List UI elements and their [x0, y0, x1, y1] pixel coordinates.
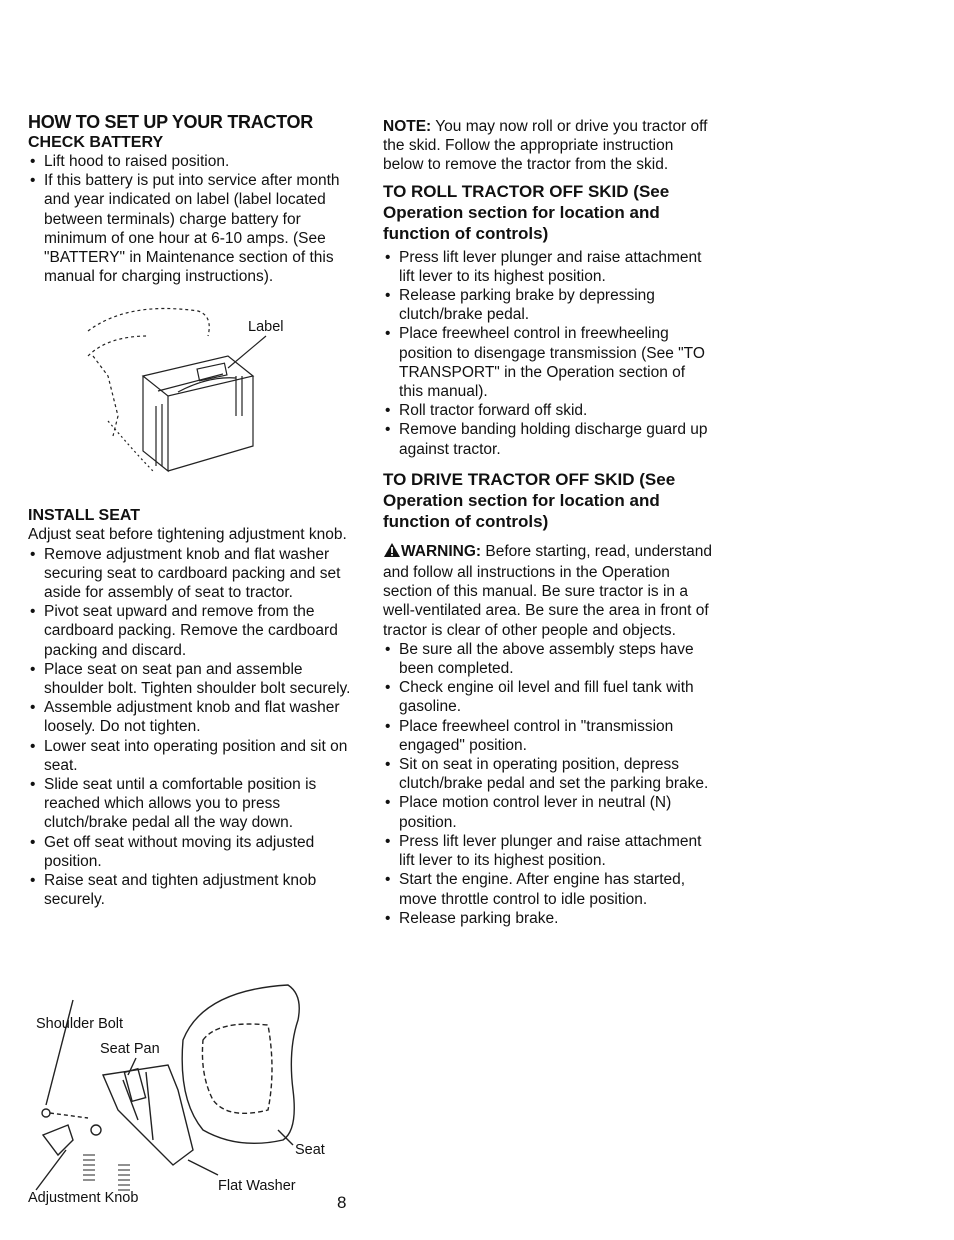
note-paragraph [383, 117, 713, 175]
install-seat-intro: Adjust seat before tightening adjustment knob. [28, 526, 347, 544]
seat-pan-label: Seat Pan [100, 1041, 160, 1057]
note-label: NOTE: [383, 118, 432, 135]
list-item: • Remove banding holding discharge guard up against tractor. [383, 420, 713, 458]
list-item: • Check engine oil level and fill fuel tank with gasoline. [383, 678, 713, 716]
list-item: • Place freewheel control in freewheeling position to disengage transmission (See "TO TRANSPORT" in the Operation section of this manual). [383, 324, 713, 401]
list-item: • Release parking brake. [383, 909, 713, 928]
list-item: • Get off seat without moving its adjusted position. [28, 833, 358, 871]
drive-off-skid-list [383, 640, 713, 928]
left-column [28, 112, 358, 909]
check-battery-list [28, 152, 358, 286]
battery-illustration [28, 296, 358, 496]
list-item: • Release parking brake by depressing clutch/brake pedal. [383, 286, 713, 324]
battery-figure [28, 296, 358, 496]
seat-illustration [28, 980, 338, 1210]
shoulder-bolt-label: Shoulder Bolt [36, 1016, 124, 1032]
roll-off-skid-list [383, 248, 713, 459]
list-item: • Sit on seat in operating position, depress clutch/brake pedal and set the parking brake. [383, 755, 713, 793]
list-item: • Lower seat into operating position and sit on seat. [28, 737, 358, 775]
list-item: • Place motion control lever in neutral (N) position. [383, 793, 713, 831]
list-item: • Raise seat and tighten adjustment knob securely. [28, 871, 358, 909]
list-item: • Pivot seat upward and remove from the cardboard packing. Remove the cardboard packing and discard. [28, 602, 358, 660]
list-item: • Lift hood to raised position. [28, 152, 358, 171]
battery-label-callout: Label [248, 319, 284, 336]
list-item: • Slide seat until a comfortable position is reached which allows you to press clutch/brake pedal all the way down. [28, 775, 358, 833]
list-item: • If this battery is put into service after month and year indicated on label (label located between terminals) charge battery for minimum of one hour at 6-10 amps. (See "BATTERY" in Maintenance section of this manual for charging instructions). [28, 171, 358, 286]
seat-figure [28, 980, 338, 1210]
install-seat-heading: INSTALL SEAT [28, 507, 140, 525]
flat-washer-label: Flat Washer [218, 1178, 296, 1194]
page-title: HOW TO SET UP YOUR TRACTOR [28, 112, 313, 132]
warning-label: WARNING: [401, 542, 482, 560]
right-column [383, 117, 713, 928]
install-seat-list [28, 545, 358, 910]
list-item: • Be sure all the above assembly steps have been completed. [383, 640, 713, 678]
roll-off-skid-heading: TO ROLL TRACTOR OFF SKID (See Operation section for location and function of controls) [383, 181, 670, 243]
check-battery-heading: CHECK BATTERY [28, 134, 164, 151]
list-item: • Remove adjustment knob and flat washer securing seat to cardboard packing and set aside for assembly of seat to tractor. [28, 545, 358, 603]
seat-label: Seat [295, 1142, 325, 1158]
list-item: • Press lift lever plunger and raise attachment lift lever to its highest position. [383, 248, 713, 286]
list-item: • Assemble adjustment knob and flat washer loosely. Do not tighten. [28, 698, 358, 736]
list-item: • Press lift lever plunger and raise attachment lift lever to its highest position. [383, 832, 713, 870]
warning-paragraph [383, 542, 713, 640]
list-item: • Place seat on seat pan and assemble shoulder bolt. Tighten shoulder bolt securely. [28, 660, 358, 698]
note-text: You may now roll or drive you tractor off the skid. Follow the appropriate instruction below to remove the tractor from the skid. [383, 118, 708, 174]
list-item: • Start the engine. After engine has started, move throttle control to idle position. [383, 870, 713, 908]
adjustment-knob-label: Adjustment Knob [28, 1190, 139, 1206]
page-number: 8 [337, 1193, 347, 1212]
warning-icon [383, 542, 401, 563]
drive-off-skid-heading: TO DRIVE TRACTOR OFF SKID (See Operation section for location and function of controls) [383, 469, 676, 531]
list-item: • Roll tractor forward off skid. [383, 401, 713, 420]
list-item: • Place freewheel control in "transmission engaged" position. [383, 717, 713, 755]
warning-text: Before starting, read, understand and follow all instructions in the Operation section of this manual. Be sure tractor is in a well-ventilated area. Be sure the area in front of tractor is clear of other people and objects. [383, 542, 713, 639]
